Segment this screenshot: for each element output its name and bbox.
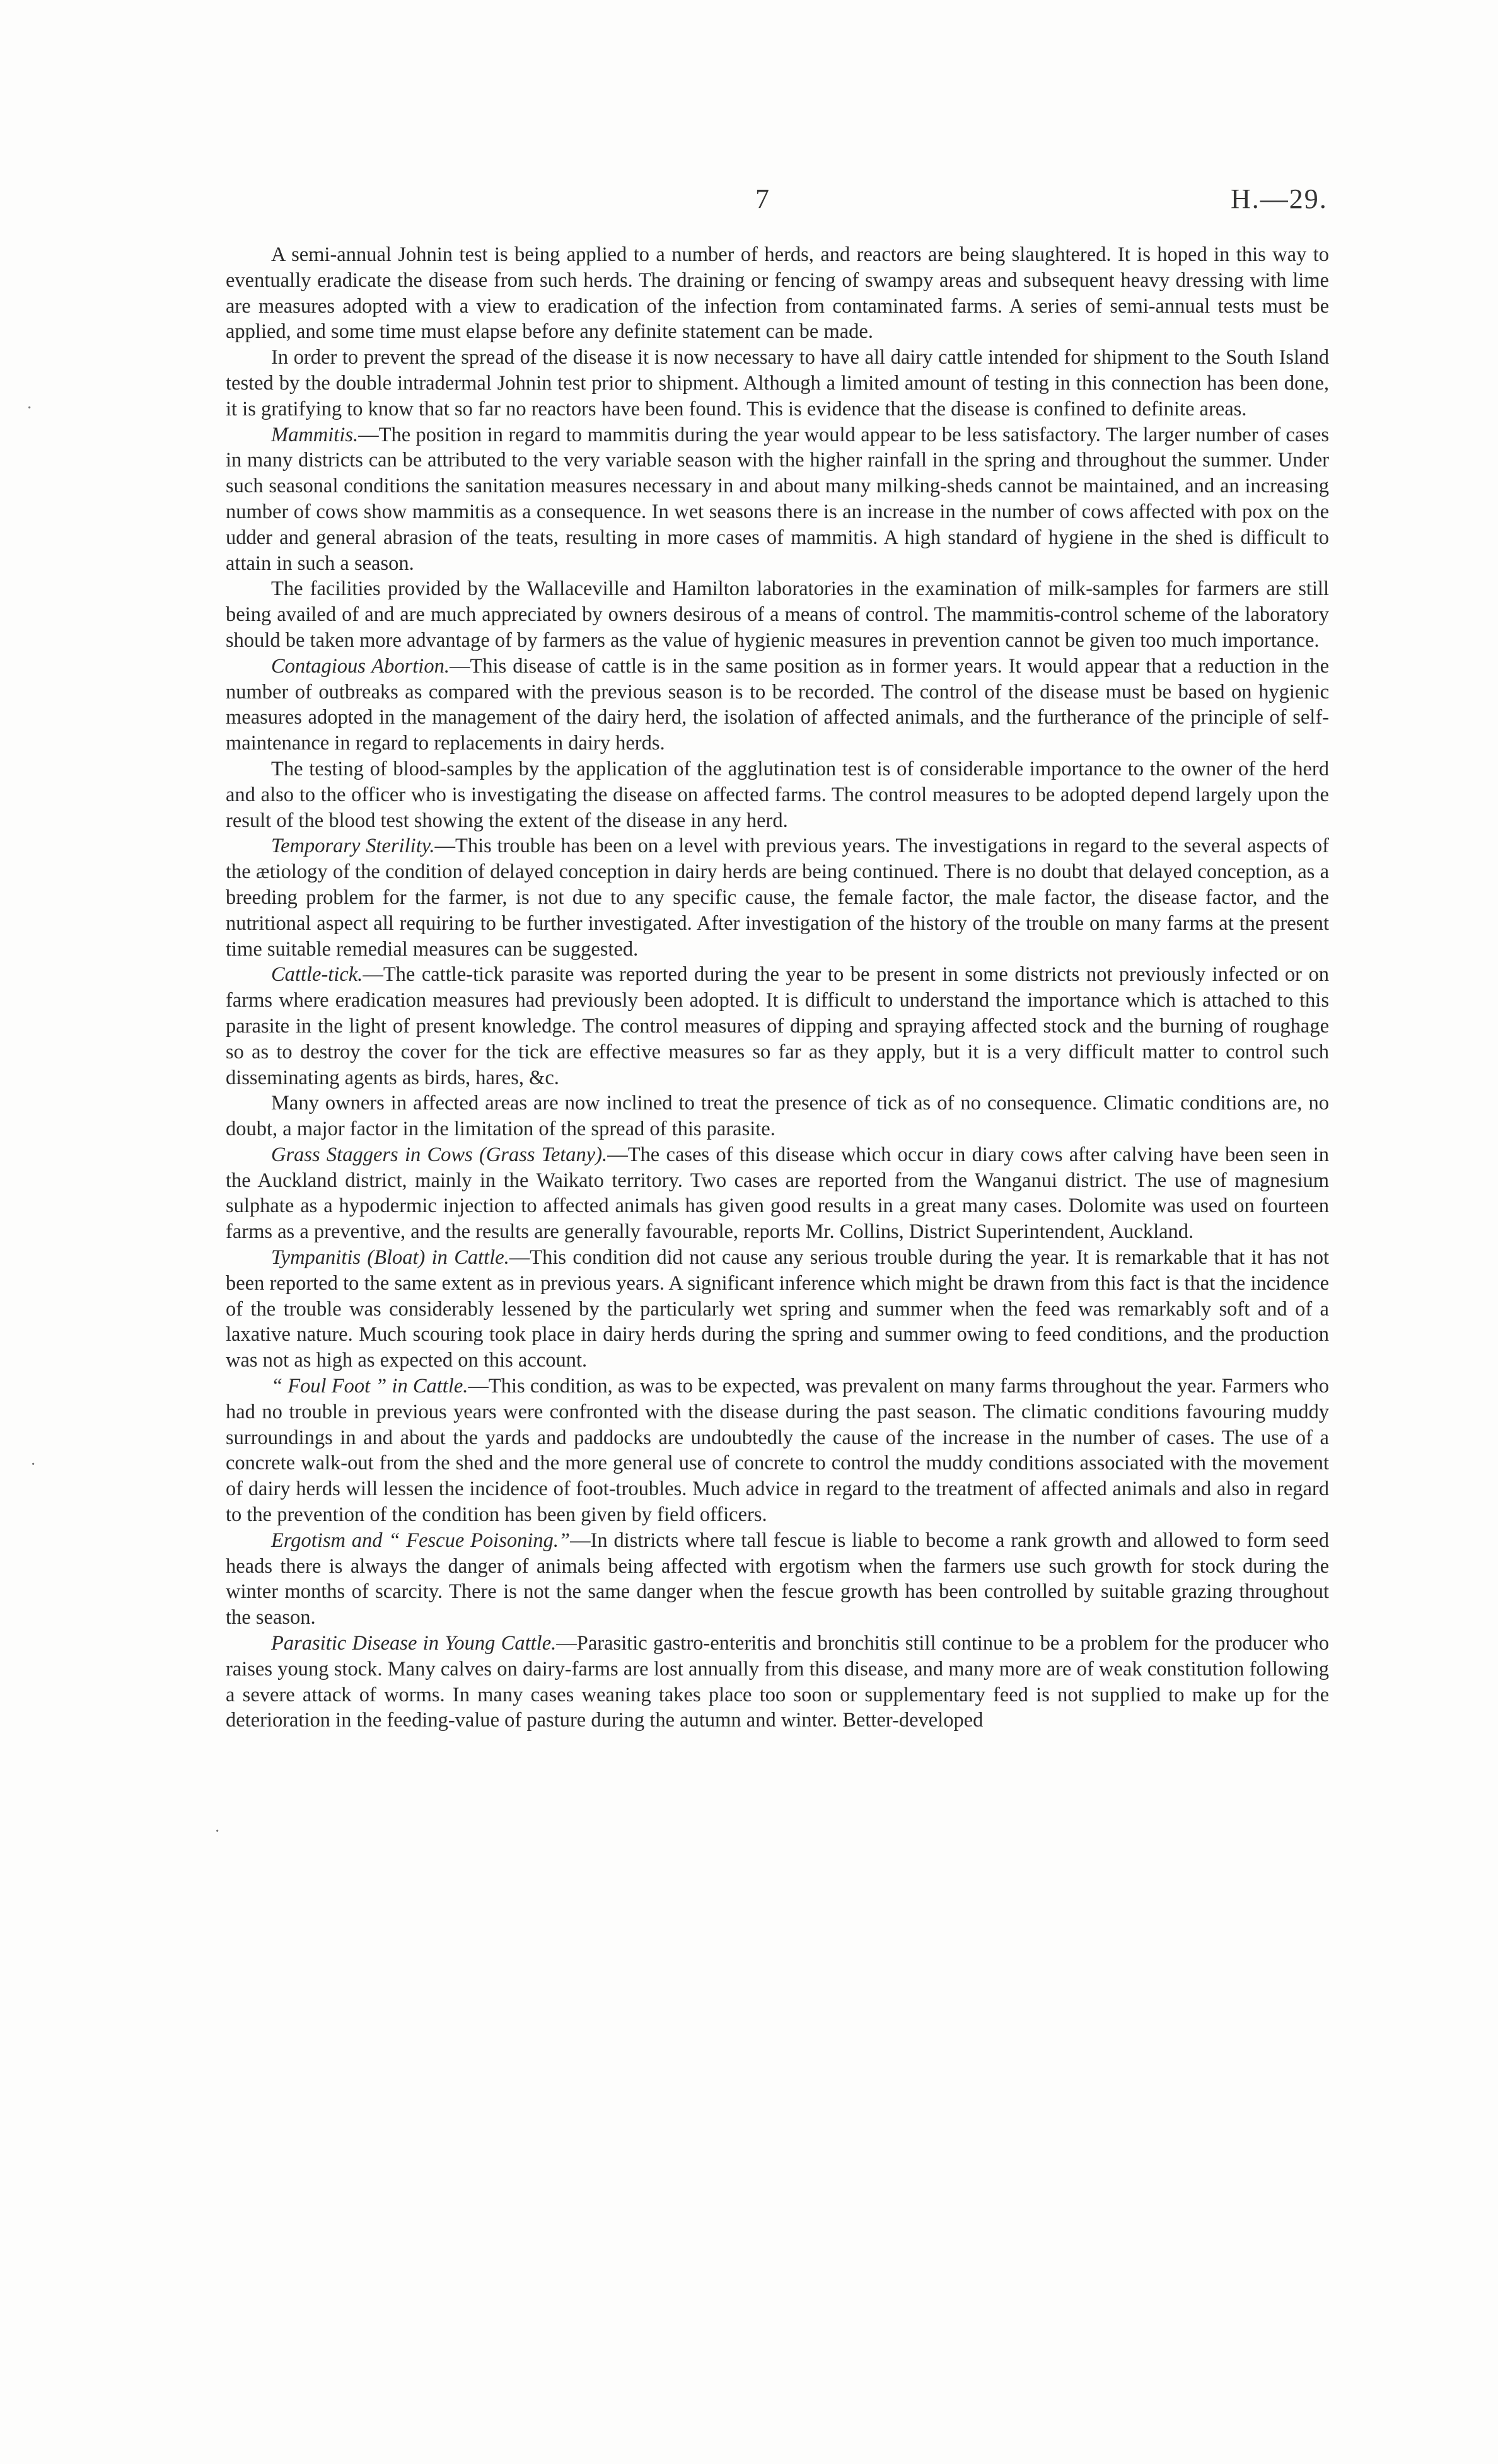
paragraph-text: —This trouble has been on a level with previous years. The investigations in regard to the several aspects of the ætiology of the condition of delayed conception in dairy herds are being continued. There is no doubt that delayed conception, as a breeding problem for the farmer, is not due to any specific cause, the female factor, the male factor, the disease factor, and the nutritional aspect all requiring to be further investigated. After investigation of the history of the trouble on many farms at the present time suitable remedial measures can be suggested.	[226, 835, 1329, 961]
paragraph	[226, 576, 1329, 653]
paragraph-contagious-abortion	[226, 654, 1329, 756]
paragraph-text: —The position in regard to mammitis during the year would appear to be less satisfactory. The larger number of cases in many districts can be attributed to the very variable season with the higher rainfall in the spring and throughout the summer. Under such seasonal conditions the sanitation measures necessary in and about many milking-sheds cannot be maintained, and an increasing number of cows show mammitis as a consequence. In wet seasons there is an increase in the number of cows affected with pox on the udder and general abrasion of the teats, resulting in more cases of mammitis. A high standard of hygiene in the shed is difficult to attain in such a season.	[226, 423, 1329, 575]
margin-speck: ·	[214, 1822, 221, 1841]
paragraph-text: The facilities provided by the Wallaceville and Hamilton laboratories in the examination of milk-samples for farmers are still being availed of and are much appreciated by owners desirous of a means of control. The mammitis-control scheme of the laboratory should be taken more advantage of by farmers as the value of hygienic measures in prevention cannot be given too much importance.	[226, 577, 1329, 652]
paragraph-tympanitis	[226, 1245, 1329, 1374]
margin-speck: ·	[26, 398, 33, 418]
paragraph-temporary-sterility	[226, 833, 1329, 962]
paragraph	[226, 756, 1329, 833]
paragraph-heading: Ergotism and “ Fescue Poisoning.”	[271, 1529, 571, 1552]
paragraph-heading: Parasitic Disease in Young Cattle.	[271, 1632, 557, 1655]
paragraph-ergotism	[226, 1528, 1329, 1631]
body-text	[226, 242, 1329, 1733]
paragraph-text: —The cattle-tick parasite was reported during the year to be present in some districts not previously infected or on farms where eradication measures had previously been adopted. It is difficult to understand the importance which is attached to this parasite in the light of present knowledge. The control measures of dipping and spraying affected stock and the burning of roughage so as to destroy the cover for the tick are effective measures so far as they apply, but it is a very difficult matter to control such disseminating agents as birds, hares, &c.	[226, 963, 1329, 1089]
paragraph	[226, 242, 1329, 345]
paragraph-heading: Grass Staggers in Cows (Grass Tetany).	[271, 1143, 608, 1166]
paragraph-text: A semi-annual Johnin test is being applied to a number of herds, and reactors are being slaughtered. It is hoped in this way to eventually eradicate the disease from such herds. The draining or fencing of swampy areas and subsequent heavy dressing with lime are measures adopted with a view to eradication of the infection from contaminated farms. A series of semi-annual tests must be applied, and some time must elapse before any definite statement can be made.	[226, 243, 1329, 344]
paragraph-text: The testing of blood-samples by the application of the agglutination test is of considerable importance to the owner of the herd and also to the officer who is investigating the disease on affected farms. The control measures to be adopted depend largely upon the result of the blood test showing the extent of the disease in any herd.	[226, 757, 1329, 832]
paragraph-text: —This condition did not cause any serious trouble during the year. It is remarkable that it has not been reported to the same extent as in previous years. A significant inference which might be drawn from this fact is that the incidence of the trouble was considerably lessened by the particularly wet spring and summer when the feed was remarkably soft and of a laxative nature. Much scouring took place in dairy herds during the spring and summer owing to feed conditions, and the production was not as high as expected on this account.	[226, 1246, 1329, 1372]
paragraph-mammitis	[226, 422, 1329, 577]
paragraph-heading: Cattle-tick.	[271, 963, 363, 986]
paragraph-text: —This disease of cattle is in the same position as in former years. It would appear that a reduction in the number of outbreaks as compared with the previous season is to be recorded. The control of the disease must be based on hygienic measures adopted in the management of the dairy herd, the isolation of affected animals, and the furtherance of the principle of self-maintenance in regard to replacements in dairy herds.	[226, 654, 1329, 755]
paragraph-text: —This condition, as was to be expected, was prevalent on many farms throughout the year. Farmers who had no trouble in previous years were confronted with the disease during the past season. The climatic conditions favouring muddy surroundings in and about the yards and paddocks are undoubtedly the cause of the increase in the number of cases. The use of a concrete walk-out from the shed and the more general use of concrete to control the muddy conditions associated with the movement of dairy herds will lessen the incidence of foot-troubles. Much advice in regard to the treatment of affected animals and also in regard to the prevention of the condition has been given by field officers.	[226, 1375, 1329, 1527]
paragraph-text: —Parasitic gastro-enteritis and bronchitis still continue to be a problem for the producer who raises young stock. Many calves on dairy-farms are lost annually from this disease, and many more are of weak constitution following a severe attack of worms. In many cases weaning takes place too soon or supplementary feed is not supplied to make up for the deterioration in the feeding-value of pasture during the autumn and winter. Better-developed	[226, 1632, 1329, 1732]
paragraph-text: —In districts where tall fescue is liable to become a rank growth and allowed to form seed heads there is always the danger of animals being affected with ergotism when the farmers use such growth for stock during the winter months of scarcity. There is not the same danger when the fescue growth has been controlled by suitable grazing throughout the season.	[226, 1529, 1329, 1629]
paragraph-text: —The cases of this disease which occur in diary cows after calving have been seen in the Auckland district, mainly in the Waikato territory. Two cases are reported from the Wanganui district. The use of magnesium sulphate as a hypodermic injection to affected animals has given good results in a great many cases. Dolomite was used on fourteen farms as a preventive, and the results are generally favourable, reports Mr. Collins, District Superintendent, Auckland.	[226, 1143, 1329, 1244]
margin-speck: ·	[30, 1455, 37, 1474]
document-reference: H.—29.	[1231, 183, 1328, 214]
paragraph-text: Many owners in affected areas are now inclined to treat the presence of tick as of no consequence. Climatic conditions are, no doubt, a major factor in the limitation of the spread of this parasite.	[226, 1092, 1329, 1141]
paragraph-foul-foot	[226, 1374, 1329, 1528]
page-number: 7	[755, 183, 769, 214]
paragraph	[226, 345, 1329, 422]
paragraph	[226, 1090, 1329, 1142]
page-header	[0, 183, 1498, 233]
paragraph-heading: Mammitis.	[271, 423, 359, 446]
paragraph-heading: Tympanitis (Bloat) in Cattle.	[271, 1246, 509, 1270]
paragraph-cattle-tick	[226, 962, 1329, 1090]
paragraph-heading: “ Foul Foot ” in Cattle.	[271, 1375, 468, 1398]
paragraph-text: In order to prevent the spread of the disease it is now necessary to have all dairy cattle intended for shipment to the South Island tested by the double intradermal Johnin test prior to shipment. Although a limited amount of testing in this connection has been done, it is gratifying to know that so far no reactors have been found. This is evidence that the disease is confined to definite areas.	[226, 346, 1329, 420]
paragraph-heading: Temporary Sterility.	[271, 835, 435, 858]
paragraph-grass-staggers	[226, 1142, 1329, 1245]
paragraph-heading: Contagious Abortion.	[271, 654, 450, 678]
paragraph-parasitic-disease	[226, 1631, 1329, 1733]
